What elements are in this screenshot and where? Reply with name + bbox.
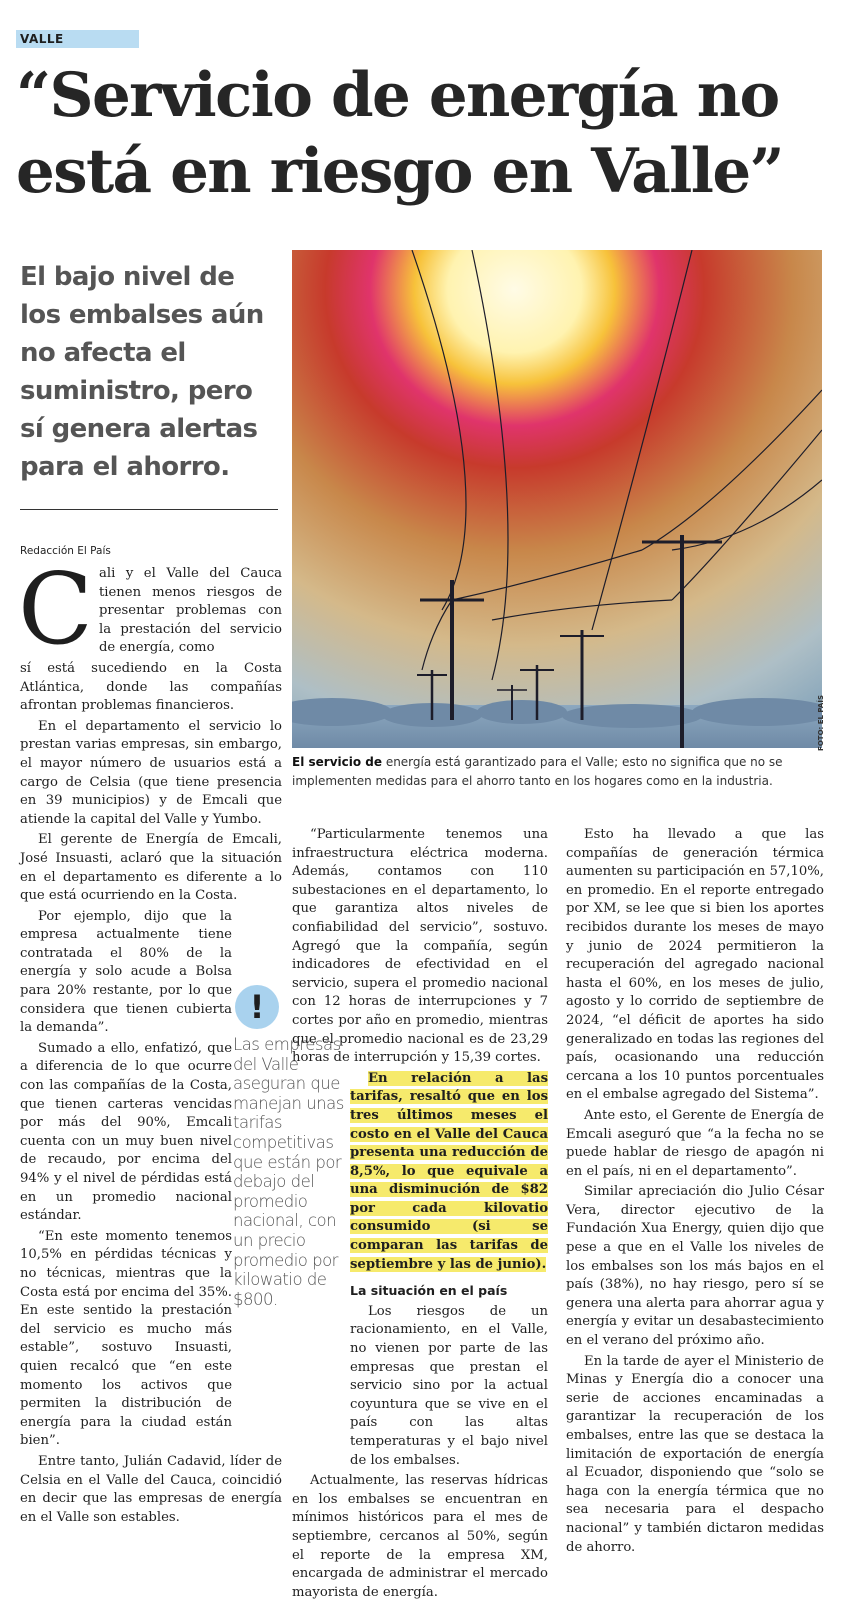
- paragraph-1-tail: sí está sucediendo en la Costa Atlántica, donde las compañías afrontan problemas financieros.: [20, 660, 282, 714]
- exclamation-icon: !: [235, 985, 279, 1029]
- paragraph-2: En el departamento el servicio lo prestan varias empresas, sin embargo, el mayor número de usuarios está a cargo de Celsia (que tiene presencia en 39 municipios) y de Emcali que atiende la capital del Valle y Yumbo.: [20, 718, 282, 827]
- paragraph-12: Esto ha llevado a que las compañías de generación térmica aumenten su participación en 57,10%, en promedio. En el reporte entregado por XM, se lee que si bien los aportes recibidos durante los meses de mayo y junio de 2024 permitieron la recuperación del agregado nacional hasta el 60%, en los meses de julio, agosto y lo corrido de septiembre de 2024, “el déficit de aportes ha sido generalizado en todas las regiones del país, ocasionando una reducción cercana a los 10 puntos porcentuales en el embalse agregado del Sistema”.: [566, 827, 824, 1103]
- photo-credit: FOTO: EL PAÍS: [817, 695, 825, 751]
- paragraph-14: Similar apreciación dio Julio César Vera, director ejecutivo de la Fundación Xua Energy, quien dijo que pese a que en el Valle los niveles de los embalses son los más bajos en el país (38%), no hay riesgo, pero sí se genera una alerta para ahorrar agua y energía y evitar un desabastecimiento en el verano del próximo año.: [566, 1184, 824, 1349]
- pull-quote: Las empresas del Valle aseguran que manejan unas tarifas competitivas que están por debajo del promedio nacional, con un precio promedio por kilowatio de $800.: [233, 1035, 344, 1309]
- paragraph-4: Por ejemplo, dijo que la empresa actualmente tiene contratada el 80% de la energía y solo acude a Bolsa para 20% restante, por lo que considera que tienen cubierta la demanda”.: [20, 908, 232, 1036]
- section-tag: VALLE: [16, 30, 139, 48]
- article-column-2: [292, 826, 548, 1604]
- paragraph-9: [350, 1070, 548, 1275]
- paragraph-11: Actualmente, las reservas hídricas en los embalses se encuentran en mínimos históricos para el mes de septiembre, cercanos al 50%, según el reporte de la empresa XM, encargada de administrar el mercado mayorista de energía.: [292, 1473, 548, 1600]
- headline: “Servicio de energía no está en riesgo en Valle”: [16, 60, 784, 207]
- highlighted-paragraph: En relación a las tarifas, resaltó que en los tres últimos meses el costo en el Valle del Cauca presenta una reducción de 8,5%, lo que equivale a una disminución de $82 por cada kilovatio consumido (si se comparan las tarifas de septiembre y las de junio).: [350, 1070, 548, 1272]
- paragraph-1-lead: ali y el Valle del Cauca tienen menos riesgos de presentar problemas con la prestación del servicio de energía, como: [98, 566, 282, 656]
- power-lines-photo: [292, 250, 822, 748]
- dropcap: C: [18, 553, 93, 667]
- subhead: El bajo nivel de los embalses aún no afecta el suministro, pero sí genera alertas para el ahorro.: [20, 262, 264, 482]
- paragraph-13: Ante esto, el Gerente de Energía de Emcali aseguró que “a la fecha no se puede hablar de riesgo de apagón ni en el país, ni en el departamento”.: [566, 1107, 824, 1179]
- paragraph-10: Los riesgos de un racionamiento, en el Valle, no vienen por parte de las empresas que prestan el servicio sino por la actual coyuntura que se vive en el país con las altas temperaturas y el bajo nivel de los embalses.: [350, 1303, 548, 1468]
- paragraph-15: En la tarde de ayer el Ministerio de Minas y Energía dio a conocer una serie de acciones encaminadas a garantizar la recuperación de los embalses, entre las que se destaca la limitación de exportación de energía al Ecuador, disponiendo que “solo se haga con la energía térmica que no sea necesaria para el despacho nacional” y también dictaron medidas de ahorro.: [566, 1353, 824, 1555]
- paragraph-7: Entre tanto, Julián Cadavid, líder de Celsia en el Valle del Cauca, coincidió en decir que las empresas de energía en el Valle son estables.: [20, 1453, 282, 1525]
- paragraph-3: El gerente de Energía de Emcali, José Insuasti, aclaró que la situación en el departamento es diferente a lo que está ocurriendo en la Costa.: [20, 832, 282, 904]
- section-subtitle: La situación en el país: [350, 1283, 508, 1299]
- divider: [20, 509, 278, 510]
- article-column-3: [566, 826, 824, 1559]
- paragraph-6: “En este momento tenemos 10,5% en pérdidas técnicas y no técnicas, mientras que la Costa está por encima del 35%. En este sentido la prestación del servicio es mucho más estable”, sostuvo Insuasti, quien recalcó que “en este momento los activos que permiten la distribución de energía para la ciudad están bien”.: [20, 1228, 232, 1449]
- caption-lead: El servicio de: [292, 755, 382, 769]
- photo-caption: [292, 753, 832, 791]
- caption-text: energía está garantizado para el Valle; esto no significa que no se implementen medidas para el ahorro tanto en los hogares como en la industria.: [292, 755, 783, 788]
- paragraph-5: Sumado a ello, enfatizó, que a diferencia de lo que ocurre con las compañías de la Costa, que tienen carteras vencidas por más del 90%, Emcali cuenta con un muy buen nivel de recaudo, por encima del 94% y el nivel de pérdidas está en un promedio nacional estándar.: [20, 1040, 232, 1224]
- paragraph-8: “Particularmente tenemos una infraestructura eléctrica moderna. Además, contamos con 110 subestaciones en el departamento, lo que garantiza altos niveles de confiabilidad del servicio”, sostuvo. Agregó que la compañía, según indicadores de efectividad en el servicio, supera el promedio nacional con 12 horas de interrupciones y 7 cortes por año en promedio, mientras que el promedio nacional es de 23,29 horas de interrupción y 15,39 cortes.: [292, 827, 548, 1066]
- byline: Redacción El País: [20, 545, 111, 557]
